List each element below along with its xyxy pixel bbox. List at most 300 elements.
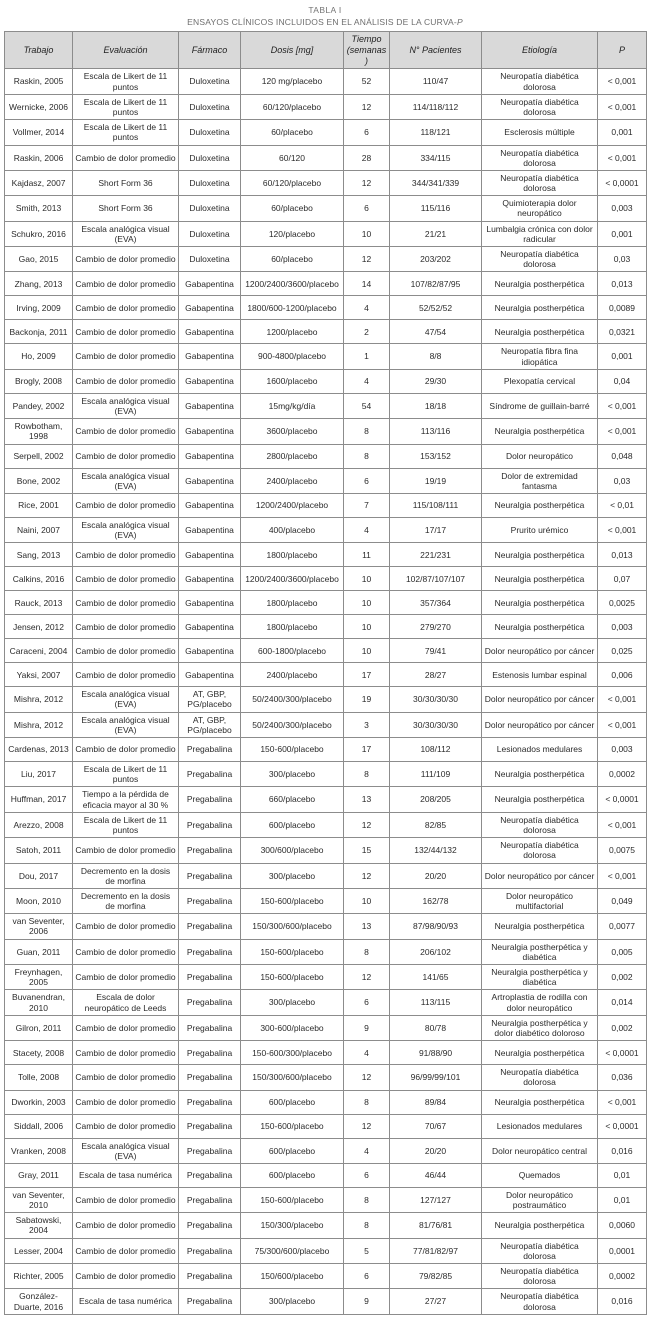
column-header: Evaluación [73, 32, 179, 69]
table-cell: Neuropatía diabética dolorosa [482, 1065, 598, 1090]
table-cell: Neuralgia postherpética [482, 762, 598, 787]
table-cell: 357/364 [390, 591, 482, 615]
table-cell: 12 [344, 812, 390, 837]
table-row [5, 320, 647, 344]
table-cell: 0,0002 [598, 762, 647, 787]
table-cell: 20/20 [390, 1138, 482, 1163]
table-cell: Stacety, 2008 [5, 1041, 73, 1065]
table-cell: 13 [344, 787, 390, 812]
table-cell: 30/30/30/30 [390, 687, 482, 712]
table-row [5, 120, 647, 145]
table-title-p: P [456, 17, 463, 27]
table-cell: 80/78 [390, 1015, 482, 1040]
table-cell: 0,016 [598, 1289, 647, 1314]
table-cell: Dworkin, 2003 [5, 1090, 73, 1114]
table-cell: Neuralgia postherpética [482, 615, 598, 639]
table-cell: 10 [344, 567, 390, 591]
table-cell: 14 [344, 272, 390, 296]
table-cell: 0,003 [598, 615, 647, 639]
table-cell: 153/152 [390, 444, 482, 468]
table-cell: Gabapentina [179, 419, 241, 444]
table-cell: 17 [344, 738, 390, 762]
table-cell: Cambio de dolor promedio [73, 344, 179, 369]
table-cell: 0,013 [598, 272, 647, 296]
table-cell: Pregabalina [179, 1090, 241, 1114]
table-cell: Pregabalina [179, 1065, 241, 1090]
table-cell: Cambio de dolor promedio [73, 639, 179, 663]
table-cell: 111/109 [390, 762, 482, 787]
table-cell: Prurito urémico [482, 517, 598, 542]
table-cell: Cambio de dolor promedio [73, 914, 179, 939]
table-cell: 81/76/81 [390, 1213, 482, 1238]
table-cell: Richter, 2005 [5, 1264, 73, 1289]
header-row [5, 32, 647, 69]
table-cell: 75/300/600/placebo [241, 1238, 344, 1263]
table-cell: 0,03 [598, 468, 647, 493]
table-cell: Schukro, 2016 [5, 221, 73, 246]
table-cell: 150/300/600/placebo [241, 1065, 344, 1090]
table-cell: Escala analógica visual (EVA) [73, 517, 179, 542]
table-cell: 28 [344, 145, 390, 170]
table-cell: 1 [344, 344, 390, 369]
table-cell: Cambio de dolor promedio [73, 493, 179, 517]
table-cell: Lesser, 2004 [5, 1238, 73, 1263]
table-cell: 0,002 [598, 965, 647, 990]
table-cell: Dolor neuropático multifactorial [482, 888, 598, 913]
table-cell: 9 [344, 1289, 390, 1314]
table-cell: 0,0321 [598, 320, 647, 344]
table-cell: 150-600/placebo [241, 738, 344, 762]
table-cell: Síndrome de guillain-barré [482, 393, 598, 418]
table-cell: Cambio de dolor promedio [73, 738, 179, 762]
table-cell: 1800/600-1200/placebo [241, 296, 344, 320]
table-cell: Raskin, 2005 [5, 69, 73, 94]
table-cell: Gabapentina [179, 543, 241, 567]
table-cell: 60/placebo [241, 120, 344, 145]
table-cell: 600-1800/placebo [241, 639, 344, 663]
table-row [5, 838, 647, 863]
table-cell: 3 [344, 712, 390, 737]
table-cell: 206/102 [390, 939, 482, 964]
table-cell: Escala analógica visual (EVA) [73, 687, 179, 712]
table-cell: 0,0001 [598, 1238, 647, 1263]
table-cell: Cambio de dolor promedio [73, 444, 179, 468]
table-cell: Duloxetina [179, 94, 241, 119]
table-cell: < 0,0001 [598, 170, 647, 195]
table-cell: AT, GBP, PG/placebo [179, 687, 241, 712]
table-cell: Pregabalina [179, 1187, 241, 1212]
table-cell: 113/115 [390, 990, 482, 1015]
table-cell: Escala de Likert de 11 puntos [73, 94, 179, 119]
table-cell: 300/600/placebo [241, 838, 344, 863]
table-row [5, 1114, 647, 1138]
table-cell: Tolle, 2008 [5, 1065, 73, 1090]
table-cell: Dolor neuropático por cáncer [482, 863, 598, 888]
table-cell: 28/27 [390, 663, 482, 687]
table-cell: 8 [344, 1187, 390, 1212]
table-cell: 6 [344, 196, 390, 221]
table-cell: Neuralgia postherpética [482, 493, 598, 517]
table-cell: Gabapentina [179, 615, 241, 639]
table-cell: Cambio de dolor promedio [73, 1090, 179, 1114]
table-row [5, 493, 647, 517]
table-cell: Pregabalina [179, 762, 241, 787]
table-cell: 107/82/87/95 [390, 272, 482, 296]
table-cell: Gabapentina [179, 663, 241, 687]
table-cell: 79/41 [390, 639, 482, 663]
table-cell: 0,006 [598, 663, 647, 687]
table-row [5, 1065, 647, 1090]
table-cell: 162/78 [390, 888, 482, 913]
table-cell: Rice, 2001 [5, 493, 73, 517]
table-cell: 0,0089 [598, 296, 647, 320]
table-cell: 18/18 [390, 393, 482, 418]
table-cell: 30/30/30/30 [390, 712, 482, 737]
table-cell: Brogly, 2008 [5, 369, 73, 393]
table-cell: Jensen, 2012 [5, 615, 73, 639]
table-cell: 12 [344, 1114, 390, 1138]
table-cell: Dolor neuropático central [482, 1138, 598, 1163]
table-cell: 0,04 [598, 369, 647, 393]
table-cell: 10 [344, 639, 390, 663]
table-cell: Liu, 2017 [5, 762, 73, 787]
table-cell: 132/44/132 [390, 838, 482, 863]
table-cell: 91/88/90 [390, 1041, 482, 1065]
table-cell: Serpell, 2002 [5, 444, 73, 468]
table-cell: Cambio de dolor promedio [73, 663, 179, 687]
table-cell: Guan, 2011 [5, 939, 73, 964]
table-cell: Artroplastia de rodilla con dolor neuropático [482, 990, 598, 1015]
table-cell: 120 mg/placebo [241, 69, 344, 94]
table-cell: Neuralgia postherpética [482, 914, 598, 939]
table-cell: 8/8 [390, 344, 482, 369]
table-cell: Pregabalina [179, 965, 241, 990]
table-cell: 221/231 [390, 543, 482, 567]
table-cell: 0,036 [598, 1065, 647, 1090]
table-cell: < 0,001 [598, 1090, 647, 1114]
table-cell: 2400/placebo [241, 468, 344, 493]
table-cell: 2400/placebo [241, 663, 344, 687]
table-cell: Neuropatía diabética dolorosa [482, 145, 598, 170]
table-cell: < 0,001 [598, 94, 647, 119]
table-row [5, 145, 647, 170]
table-cell: Sabatowski, 2004 [5, 1213, 73, 1238]
table-cell: Satoh, 2011 [5, 838, 73, 863]
table-cell: Yaksi, 2007 [5, 663, 73, 687]
table-cell: 10 [344, 221, 390, 246]
table-cell: Duloxetina [179, 221, 241, 246]
table-cell: 0,01 [598, 1163, 647, 1187]
table-cell: Gabapentina [179, 272, 241, 296]
table-cell: Pregabalina [179, 1289, 241, 1314]
table-cell: Ho, 2009 [5, 344, 73, 369]
table-row [5, 1015, 647, 1040]
table-cell: Neuropatía diabética dolorosa [482, 1264, 598, 1289]
table-row [5, 863, 647, 888]
table-cell: Escala analógica visual (EVA) [73, 468, 179, 493]
table-cell: < 0,0001 [598, 1041, 647, 1065]
table-cell: Vollmer, 2014 [5, 120, 73, 145]
table-cell: Neuralgia postherpética [482, 543, 598, 567]
table-cell: Sang, 2013 [5, 543, 73, 567]
column-header: Tiempo (semanas) [344, 32, 390, 69]
table-body [5, 69, 647, 1314]
table-cell: Dolor neuropático por cáncer [482, 687, 598, 712]
table-cell: 60/placebo [241, 247, 344, 272]
table-cell: Kajdasz, 2007 [5, 170, 73, 195]
table-cell: Neuralgia postherpética [482, 787, 598, 812]
table-cell: 400/placebo [241, 517, 344, 542]
table-cell: Gabapentina [179, 344, 241, 369]
table-cell: 0,001 [598, 120, 647, 145]
table-cell: Esclerosis múltiple [482, 120, 598, 145]
column-header: Fármaco [179, 32, 241, 69]
table-row [5, 1289, 647, 1314]
table-cell: Gilron, 2011 [5, 1015, 73, 1040]
table-cell: Cambio de dolor promedio [73, 1015, 179, 1040]
table-cell: Irving, 2009 [5, 296, 73, 320]
table-row [5, 615, 647, 639]
table-cell: Dolor neuropático [482, 444, 598, 468]
table-row [5, 1041, 647, 1065]
table-cell: < 0,0001 [598, 787, 647, 812]
table-cell: 0,025 [598, 639, 647, 663]
table-cell: Calkins, 2016 [5, 567, 73, 591]
table-cell: 0,049 [598, 888, 647, 913]
table-cell: 6 [344, 1264, 390, 1289]
table-cell: 77/81/82/97 [390, 1238, 482, 1263]
table-cell: Backonja, 2011 [5, 320, 73, 344]
table-cell: < 0,001 [598, 863, 647, 888]
table-cell: 60/120/placebo [241, 94, 344, 119]
table-cell: Smith, 2013 [5, 196, 73, 221]
table-cell: Gabapentina [179, 296, 241, 320]
table-cell: Gabapentina [179, 567, 241, 591]
table-header [5, 32, 647, 69]
table-cell: Arezzo, 2008 [5, 812, 73, 837]
table-cell: Cambio de dolor promedio [73, 591, 179, 615]
table-cell: Quemados [482, 1163, 598, 1187]
table-cell: 60/120/placebo [241, 170, 344, 195]
table-cell: Gray, 2011 [5, 1163, 73, 1187]
table-cell: Cambio de dolor promedio [73, 1238, 179, 1263]
table-cell: Neuropatía diabética dolorosa [482, 247, 598, 272]
table-cell: Pregabalina [179, 1138, 241, 1163]
table-row [5, 444, 647, 468]
table-cell: Tiempo a la pérdida de eficacia mayor al 30 % [73, 787, 179, 812]
table-row [5, 1238, 647, 1263]
table-cell: Cambio de dolor promedio [73, 272, 179, 296]
table-cell: Cardenas, 2013 [5, 738, 73, 762]
table-cell: 150-600/placebo [241, 939, 344, 964]
table-cell: Escala analógica visual (EVA) [73, 712, 179, 737]
table-cell: 4 [344, 296, 390, 320]
table-cell: Neuropatía diabética dolorosa [482, 69, 598, 94]
table-cell: 13 [344, 914, 390, 939]
table-row [5, 94, 647, 119]
table-cell: Gabapentina [179, 639, 241, 663]
table-cell: Neuropatía diabética dolorosa [482, 812, 598, 837]
table-cell: Cambio de dolor promedio [73, 320, 179, 344]
table-cell: Lesionados medulares [482, 1114, 598, 1138]
table-cell: Cambio de dolor promedio [73, 567, 179, 591]
table-cell: 1200/2400/3600/placebo [241, 272, 344, 296]
table-cell: 89/84 [390, 1090, 482, 1114]
table-cell: Pregabalina [179, 990, 241, 1015]
table-cell: 6 [344, 120, 390, 145]
table-cell: 150-600/placebo [241, 1114, 344, 1138]
table-cell: Duloxetina [179, 69, 241, 94]
table-cell: 1200/placebo [241, 320, 344, 344]
table-cell: AT, GBP, PG/placebo [179, 712, 241, 737]
table-cell: Cambio de dolor promedio [73, 145, 179, 170]
table-cell: Neuralgia postherpética y diabética [482, 965, 598, 990]
column-header: Trabajo [5, 32, 73, 69]
table-row [5, 221, 647, 246]
table-number: TABLA I [308, 5, 342, 15]
table-cell: 4 [344, 369, 390, 393]
table-cell: 279/270 [390, 615, 482, 639]
table-cell: < 0,001 [598, 687, 647, 712]
table-row [5, 567, 647, 591]
table-cell: 4 [344, 517, 390, 542]
table-cell: Rauck, 2013 [5, 591, 73, 615]
table-cell: Cambio de dolor promedio [73, 543, 179, 567]
table-cell: Gabapentina [179, 591, 241, 615]
table-cell: Pregabalina [179, 1264, 241, 1289]
table-cell: Pregabalina [179, 787, 241, 812]
table-cell: 300-600/placebo [241, 1015, 344, 1040]
table-cell: 0,07 [598, 567, 647, 591]
table-cell: Wernicke, 2006 [5, 94, 73, 119]
table-cell: Neuropatía diabética dolorosa [482, 838, 598, 863]
table-cell: 8 [344, 1090, 390, 1114]
table-cell: Lesionados medulares [482, 738, 598, 762]
table-cell: Escala analógica visual (EVA) [73, 1138, 179, 1163]
table-cell: Decremento en la dosis de morfina [73, 888, 179, 913]
table-cell: 29/30 [390, 369, 482, 393]
table-cell: 150-600/placebo [241, 965, 344, 990]
table-cell: < 0,001 [598, 69, 647, 94]
table-cell: 0,003 [598, 738, 647, 762]
table-cell: 87/98/90/93 [390, 914, 482, 939]
table-cell: 110/47 [390, 69, 482, 94]
table-cell: 2 [344, 320, 390, 344]
table-cell: < 0,0001 [598, 1114, 647, 1138]
table-cell: 600/placebo [241, 1163, 344, 1187]
table-cell: Escala de tasa numérica [73, 1163, 179, 1187]
table-cell: 52/52/52 [390, 296, 482, 320]
column-header: N° Pacientes [390, 32, 482, 69]
table-cell: Gabapentina [179, 468, 241, 493]
table-row [5, 393, 647, 418]
table-cell: Neuralgia postherpética [482, 320, 598, 344]
table-cell: Escala de dolor neuropático de Leeds [73, 990, 179, 1015]
table-cell: 113/116 [390, 419, 482, 444]
table-cell: < 0,001 [598, 812, 647, 837]
table-cell: Pregabalina [179, 838, 241, 863]
table-cell: Pregabalina [179, 812, 241, 837]
table-cell: 115/108/111 [390, 493, 482, 517]
table-cell: 114/118/112 [390, 94, 482, 119]
table-cell: Pandey, 2002 [5, 393, 73, 418]
table-cell: 50/2400/300/placebo [241, 712, 344, 737]
table-cell: Huffman, 2017 [5, 787, 73, 812]
table-cell: 10 [344, 615, 390, 639]
table-cell: Pregabalina [179, 1238, 241, 1263]
table-cell: < 0,01 [598, 493, 647, 517]
table-cell: Neuralgia postherpética [482, 567, 598, 591]
table-cell: 17/17 [390, 517, 482, 542]
table-cell: 0,005 [598, 939, 647, 964]
table-row [5, 1163, 647, 1187]
table-cell: Duloxetina [179, 247, 241, 272]
table-cell: Gabapentina [179, 517, 241, 542]
table-cell: Escala de Likert de 11 puntos [73, 762, 179, 787]
table-cell: 8 [344, 419, 390, 444]
table-cell: 150/300/600/placebo [241, 914, 344, 939]
table-cell: 150/300/placebo [241, 1213, 344, 1238]
table-cell: < 0,001 [598, 419, 647, 444]
table-cell: Cambio de dolor promedio [73, 369, 179, 393]
table-cell: Duloxetina [179, 196, 241, 221]
table-cell: Zhang, 2013 [5, 272, 73, 296]
table-cell: 0,002 [598, 1015, 647, 1040]
table-row [5, 247, 647, 272]
table-cell: Gabapentina [179, 444, 241, 468]
table-cell: 0,048 [598, 444, 647, 468]
table-cell: 102/87/107/107 [390, 567, 482, 591]
table-cell: 115/116 [390, 196, 482, 221]
table-cell: Cambio de dolor promedio [73, 1264, 179, 1289]
table-cell: 52 [344, 69, 390, 94]
table-cell: 1800/placebo [241, 591, 344, 615]
table-cell: 1600/placebo [241, 369, 344, 393]
table-cell: Pregabalina [179, 1114, 241, 1138]
table-row [5, 687, 647, 712]
table-row [5, 812, 647, 837]
table-cell: 0,014 [598, 990, 647, 1015]
table-cell: 60/120 [241, 145, 344, 170]
table-cell: 4 [344, 1041, 390, 1065]
table-cell: 12 [344, 1065, 390, 1090]
table-cell: 0,013 [598, 543, 647, 567]
table-cell: Lumbalgia crónica con dolor radicular [482, 221, 598, 246]
table-cell: Dolor neuropático por cáncer [482, 712, 598, 737]
table-cell: Freynhagen, 2005 [5, 965, 73, 990]
table-cell: 300/placebo [241, 990, 344, 1015]
table-cell: 300/placebo [241, 1289, 344, 1314]
table-cell: 300/placebo [241, 762, 344, 787]
table-cell: 70/67 [390, 1114, 482, 1138]
table-cell: Pregabalina [179, 738, 241, 762]
table-row [5, 990, 647, 1015]
table-cell: < 0,001 [598, 712, 647, 737]
table-cell: Buvanendran, 2010 [5, 990, 73, 1015]
table-row [5, 344, 647, 369]
table-cell: Neuralgia postherpética y diabética [482, 939, 598, 964]
table-cell: 27/27 [390, 1289, 482, 1314]
table-cell: < 0,001 [598, 393, 647, 418]
table-cell: 10 [344, 591, 390, 615]
table-row [5, 663, 647, 687]
table-row [5, 965, 647, 990]
table-row [5, 591, 647, 615]
table-cell: Cambio de dolor promedio [73, 1041, 179, 1065]
table-cell: Siddall, 2006 [5, 1114, 73, 1138]
table-row [5, 1090, 647, 1114]
table-row [5, 1264, 647, 1289]
